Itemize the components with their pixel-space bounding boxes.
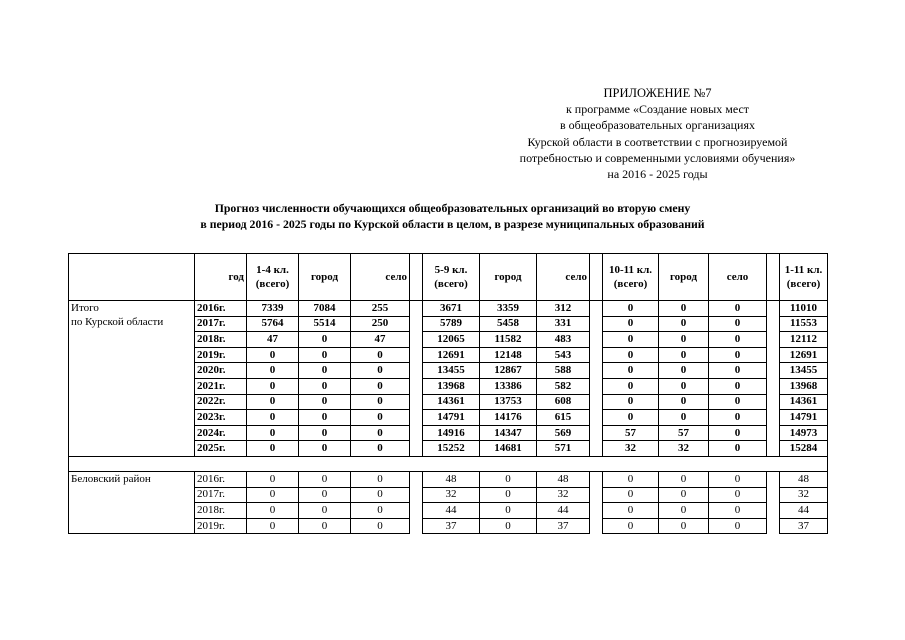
header-grades-1-4: 1-4 кл. (всего) <box>247 254 299 301</box>
region-label <box>69 301 195 457</box>
value-cell: 14347 <box>480 425 537 441</box>
value-cell: 14361 <box>423 394 480 410</box>
value-cell: 44 <box>537 503 590 519</box>
value-cell: 0 <box>709 441 767 457</box>
value-cell: 0 <box>659 503 709 519</box>
value-cell: 0 <box>659 347 709 363</box>
value-cell: 44 <box>780 503 828 519</box>
value-cell: 37 <box>780 518 828 534</box>
value-cell: 12691 <box>423 347 480 363</box>
value-cell: 543 <box>537 347 590 363</box>
gap-cell <box>410 316 423 332</box>
value-cell: 13455 <box>780 363 828 379</box>
gap-cell <box>410 347 423 363</box>
value-cell: 0 <box>299 471 351 487</box>
header-city: город <box>480 254 537 301</box>
appendix-line: к программе «Создание новых мест <box>565 102 750 117</box>
header-grades-1-11: 1-11 кл. (всего) <box>780 254 828 301</box>
value-cell: 569 <box>537 425 590 441</box>
gap-cell <box>590 316 603 332</box>
header-gap <box>590 254 603 301</box>
value-cell: 0 <box>480 503 537 519</box>
appendix-line: Курской области в соответствии с прогнозируемой <box>527 134 788 149</box>
value-cell: 0 <box>351 425 410 441</box>
value-cell: 0 <box>659 410 709 426</box>
gap-cell <box>590 487 603 503</box>
value-cell: 14176 <box>480 410 537 426</box>
value-cell: 0 <box>351 347 410 363</box>
value-cell: 0 <box>709 410 767 426</box>
value-cell: 15284 <box>780 441 828 457</box>
value-cell: 0 <box>659 394 709 410</box>
table-header-row <box>69 254 828 301</box>
value-cell: 0 <box>603 378 659 394</box>
gap-cell <box>590 378 603 394</box>
year-cell: 2025г. <box>195 441 247 457</box>
value-cell: 0 <box>299 441 351 457</box>
value-cell: 0 <box>603 394 659 410</box>
value-cell: 14361 <box>780 394 828 410</box>
gap-cell <box>410 301 423 317</box>
value-cell: 5764 <box>247 316 299 332</box>
year-cell: 2016г. <box>195 471 247 487</box>
value-cell: 483 <box>537 332 590 348</box>
value-cell: 0 <box>603 363 659 379</box>
gap-cell <box>767 410 780 426</box>
value-cell: 32 <box>659 441 709 457</box>
value-cell: 0 <box>351 394 410 410</box>
header-city: город <box>299 254 351 301</box>
header-blank <box>69 254 195 301</box>
value-cell: 0 <box>603 471 659 487</box>
value-cell: 0 <box>603 487 659 503</box>
value-cell: 0 <box>351 518 410 534</box>
value-cell: 0 <box>603 332 659 348</box>
value-cell: 0 <box>603 316 659 332</box>
value-cell: 0 <box>351 410 410 426</box>
gap-cell <box>590 503 603 519</box>
value-cell: 615 <box>537 410 590 426</box>
header-gap <box>410 254 423 301</box>
gap-cell <box>590 518 603 534</box>
year-cell: 2019г. <box>195 518 247 534</box>
value-cell: 0 <box>247 410 299 426</box>
value-cell: 14791 <box>423 410 480 426</box>
gap-cell <box>767 378 780 394</box>
header-village: село <box>351 254 410 301</box>
value-cell: 0 <box>603 301 659 317</box>
value-cell: 0 <box>351 378 410 394</box>
value-cell: 0 <box>351 441 410 457</box>
value-cell: 0 <box>709 347 767 363</box>
gap-cell <box>410 503 423 519</box>
gap-cell <box>410 394 423 410</box>
value-cell: 0 <box>299 425 351 441</box>
value-cell: 15252 <box>423 441 480 457</box>
value-cell: 14973 <box>780 425 828 441</box>
region-label-line: Беловский район <box>71 472 151 485</box>
year-cell: 2020г. <box>195 363 247 379</box>
value-cell: 0 <box>299 363 351 379</box>
value-cell: 312 <box>537 301 590 317</box>
value-cell: 12691 <box>780 347 828 363</box>
value-cell: 3671 <box>423 301 480 317</box>
value-cell: 0 <box>299 378 351 394</box>
value-cell: 0 <box>709 378 767 394</box>
value-cell: 11582 <box>480 332 537 348</box>
gap-cell <box>767 316 780 332</box>
gap-cell <box>410 378 423 394</box>
value-cell: 11553 <box>780 316 828 332</box>
gap-cell <box>410 425 423 441</box>
year-cell: 2018г. <box>195 503 247 519</box>
value-cell: 32 <box>780 487 828 503</box>
year-cell: 2022г. <box>195 394 247 410</box>
section-separator <box>69 456 828 471</box>
value-cell: 44 <box>423 503 480 519</box>
value-cell: 7084 <box>299 301 351 317</box>
value-cell: 0 <box>247 394 299 410</box>
value-cell: 0 <box>480 487 537 503</box>
value-cell: 5789 <box>423 316 480 332</box>
gap-cell <box>590 410 603 426</box>
value-cell: 0 <box>247 425 299 441</box>
header-year: год <box>195 254 247 301</box>
gap-cell <box>767 503 780 519</box>
header-grades-10-11: 10-11 кл. (всего) <box>603 254 659 301</box>
header-grades-5-9: 5-9 кл. (всего) <box>423 254 480 301</box>
value-cell: 0 <box>709 471 767 487</box>
gap-cell <box>410 332 423 348</box>
title-line-1: Прогноз численности обучающихся общеобразовательных организаций во вторую смену <box>214 201 691 215</box>
gap-cell <box>767 518 780 534</box>
value-cell: 0 <box>603 347 659 363</box>
gap-cell <box>767 487 780 503</box>
value-cell: 57 <box>659 425 709 441</box>
year-cell: 2016г. <box>195 301 247 317</box>
value-cell: 0 <box>247 487 299 503</box>
value-cell: 331 <box>537 316 590 332</box>
value-cell: 13968 <box>423 378 480 394</box>
value-cell: 0 <box>659 316 709 332</box>
year-cell: 2017г. <box>195 487 247 503</box>
value-cell: 0 <box>659 487 709 503</box>
appendix-line: на 2016 - 2025 годы <box>607 167 708 182</box>
gap-cell <box>767 441 780 457</box>
gap-cell <box>590 441 603 457</box>
value-cell: 12867 <box>480 363 537 379</box>
gap-cell <box>410 518 423 534</box>
value-cell: 37 <box>537 518 590 534</box>
table-row <box>69 301 828 317</box>
value-cell: 32 <box>537 487 590 503</box>
value-cell: 14916 <box>423 425 480 441</box>
value-cell: 37 <box>423 518 480 534</box>
value-cell: 0 <box>709 332 767 348</box>
gap-cell <box>410 441 423 457</box>
value-cell: 0 <box>709 301 767 317</box>
appendix-number: ПРИЛОЖЕНИЕ №7 <box>603 86 712 100</box>
gap-cell <box>590 347 603 363</box>
value-cell: 0 <box>709 316 767 332</box>
value-cell: 14791 <box>780 410 828 426</box>
gap-cell <box>410 471 423 487</box>
value-cell: 13455 <box>423 363 480 379</box>
value-cell: 0 <box>247 518 299 534</box>
gap-cell <box>590 471 603 487</box>
value-cell: 0 <box>709 518 767 534</box>
document-title <box>160 200 745 232</box>
value-cell: 0 <box>659 301 709 317</box>
gap-cell <box>767 332 780 348</box>
gap-cell <box>767 425 780 441</box>
title-line-2: в период 2016 - 2025 годы по Курской области в целом, в разрезе муниципальных образований <box>200 217 705 231</box>
header-gap <box>767 254 780 301</box>
value-cell: 0 <box>299 332 351 348</box>
value-cell: 0 <box>709 363 767 379</box>
gap-cell <box>410 363 423 379</box>
gap-cell <box>767 471 780 487</box>
value-cell: 0 <box>351 363 410 379</box>
header-village: село <box>537 254 590 301</box>
value-cell: 14681 <box>480 441 537 457</box>
value-cell: 7339 <box>247 301 299 317</box>
forecast-table <box>68 253 828 534</box>
value-cell: 0 <box>299 347 351 363</box>
header-village: село <box>709 254 767 301</box>
year-cell: 2018г. <box>195 332 247 348</box>
value-cell: 0 <box>247 378 299 394</box>
value-cell: 0 <box>299 518 351 534</box>
value-cell: 5514 <box>299 316 351 332</box>
appendix-line: в общеобразовательных организациях <box>560 118 755 133</box>
value-cell: 582 <box>537 378 590 394</box>
value-cell: 608 <box>537 394 590 410</box>
year-cell: 2023г. <box>195 410 247 426</box>
value-cell: 47 <box>247 332 299 348</box>
value-cell: 250 <box>351 316 410 332</box>
value-cell: 3359 <box>480 301 537 317</box>
gap-cell <box>590 363 603 379</box>
gap-cell <box>590 332 603 348</box>
value-cell: 571 <box>537 441 590 457</box>
value-cell: 0 <box>247 441 299 457</box>
value-cell: 588 <box>537 363 590 379</box>
value-cell: 0 <box>351 487 410 503</box>
value-cell: 0 <box>659 378 709 394</box>
value-cell: 32 <box>603 441 659 457</box>
value-cell: 57 <box>603 425 659 441</box>
gap-cell <box>410 410 423 426</box>
gap-cell <box>767 394 780 410</box>
region-label-line: по Курской области <box>71 316 164 328</box>
gap-cell <box>590 394 603 410</box>
gap-cell <box>410 487 423 503</box>
region-label-line: Итого <box>71 302 99 314</box>
value-cell: 48 <box>537 471 590 487</box>
value-cell: 0 <box>299 487 351 503</box>
year-cell: 2021г. <box>195 378 247 394</box>
gap-cell <box>767 301 780 317</box>
value-cell: 0 <box>603 518 659 534</box>
value-cell: 0 <box>603 503 659 519</box>
appendix-line: потребностью и современными условиями обучения» <box>519 150 796 165</box>
value-cell: 0 <box>603 410 659 426</box>
value-cell: 12065 <box>423 332 480 348</box>
year-cell: 2017г. <box>195 316 247 332</box>
value-cell: 13968 <box>780 378 828 394</box>
value-cell: 5458 <box>480 316 537 332</box>
value-cell: 0 <box>247 503 299 519</box>
header-city: город <box>659 254 709 301</box>
value-cell: 11010 <box>780 301 828 317</box>
table-row <box>69 471 828 487</box>
value-cell: 0 <box>247 471 299 487</box>
value-cell: 0 <box>299 503 351 519</box>
value-cell: 48 <box>780 471 828 487</box>
year-cell: 2019г. <box>195 347 247 363</box>
value-cell: 0 <box>659 363 709 379</box>
value-cell: 0 <box>480 471 537 487</box>
year-cell: 2024г. <box>195 425 247 441</box>
value-cell: 0 <box>709 487 767 503</box>
value-cell: 12148 <box>480 347 537 363</box>
value-cell: 255 <box>351 301 410 317</box>
value-cell: 0 <box>247 347 299 363</box>
value-cell: 13753 <box>480 394 537 410</box>
value-cell: 32 <box>423 487 480 503</box>
gap-cell <box>767 347 780 363</box>
value-cell: 0 <box>659 332 709 348</box>
value-cell: 0 <box>709 394 767 410</box>
value-cell: 0 <box>299 410 351 426</box>
gap-cell <box>590 301 603 317</box>
value-cell: 0 <box>709 425 767 441</box>
value-cell: 0 <box>659 518 709 534</box>
value-cell: 48 <box>423 471 480 487</box>
gap-cell <box>590 425 603 441</box>
gap-cell <box>767 363 780 379</box>
value-cell: 0 <box>659 471 709 487</box>
value-cell: 12112 <box>780 332 828 348</box>
value-cell: 0 <box>299 394 351 410</box>
region-label <box>69 471 195 533</box>
value-cell: 47 <box>351 332 410 348</box>
value-cell: 0 <box>709 503 767 519</box>
value-cell: 13386 <box>480 378 537 394</box>
appendix-block <box>470 85 845 182</box>
value-cell: 0 <box>351 503 410 519</box>
separator-cell <box>69 456 828 471</box>
value-cell: 0 <box>351 471 410 487</box>
value-cell: 0 <box>480 518 537 534</box>
value-cell: 0 <box>247 363 299 379</box>
